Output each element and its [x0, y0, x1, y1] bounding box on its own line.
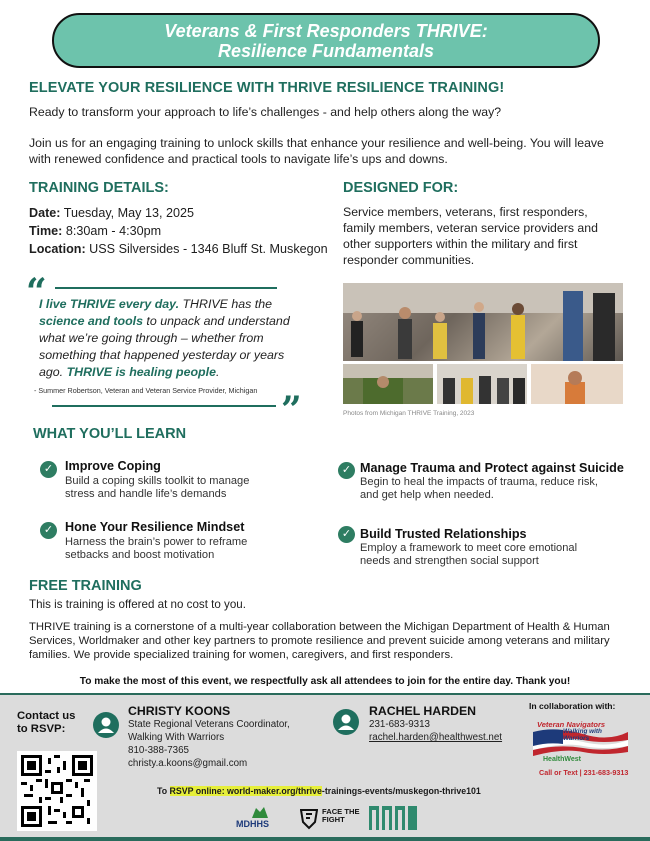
contact-1-role: State Regional Veterans Coordinator, [128, 719, 290, 730]
check-icon: ✓ [338, 462, 355, 479]
collab-label: In collaboration with: [529, 701, 616, 711]
learn-item-desc: Begin to heal the impacts of trauma, reduce risk, and get help when needed. [360, 476, 599, 501]
location-row [29, 240, 339, 258]
time-row [29, 222, 339, 240]
training-photo-main [343, 283, 623, 361]
learn-item-title: Hone Your Resilience Mindset [65, 520, 245, 534]
close-quote-icon: ” [281, 389, 302, 431]
face-the-fight-text: FACE THE FIGHT [322, 807, 360, 824]
healthwest-logo: HealthWest [543, 756, 581, 763]
footer-bottom-bar [0, 837, 650, 841]
contact-1-email[interactable]: christy.a.koons@gmail.com [128, 758, 248, 769]
designed-heading: DESIGNED FOR: [343, 180, 459, 196]
intro-paragraph-1: Ready to transform your approach to life’s challenges - and help others along the way? [29, 105, 502, 119]
date-row [29, 204, 339, 222]
learn-item-desc: Harness the brain’s power to reframe setbacks and boost motivation [65, 536, 248, 561]
contact-1-name: CHRISTY KOONS [128, 704, 231, 718]
time-value: 8:30am - 4:30pm [65, 224, 162, 238]
training-photo-3-art [531, 364, 623, 404]
quote-top-rule [55, 287, 277, 289]
rsvp-qr-code[interactable] [17, 751, 97, 831]
contact-2-name: RACHEL HARDEN [369, 704, 477, 718]
quote-highlight-3: THRIVE is healing people [66, 365, 216, 379]
mdhhs-text: MDHHS [236, 819, 269, 829]
date-value: Tuesday, May 13, 2025 [63, 206, 194, 220]
vn-line-1: Veteran Navigators [537, 720, 606, 729]
training-photo-2-art [437, 364, 527, 404]
intro-paragraph-2: Join us for an engaging training to unlock skills that enhance your resilience and well-being. You will leave with renewed confidence and practical tools to navigate life’s ups and downs. [29, 136, 604, 166]
mdhhs-logo [236, 806, 292, 832]
learn-item-desc: Build a coping skills toolkit to manage stress and handle life’s demands [65, 475, 250, 500]
learn-heading: WHAT YOU’LL LEARN [33, 426, 187, 442]
person-icon [333, 709, 359, 735]
quote-bottom-rule [52, 405, 276, 407]
location-label: Location: [29, 242, 86, 256]
learn-item-title: Improve Coping [65, 459, 161, 473]
rsvp-link-rest[interactable]: -trainings-events/muskegon-thrive101 [321, 786, 481, 796]
rsvp-link-highlight[interactable]: RSVP online: world-maker.org/thrive [169, 786, 322, 796]
free-heading: FREE TRAINING [29, 578, 142, 594]
person-icon-glyph [93, 712, 119, 738]
contact-label: Contact us to RSVP: [17, 710, 76, 735]
details-list [29, 204, 339, 258]
training-photo-2 [437, 364, 527, 404]
details-heading: TRAINING DETAILS: [29, 180, 169, 196]
person-icon-glyph [333, 709, 359, 735]
check-icon: ✓ [338, 526, 355, 543]
learn-item-title: Manage Trauma and Protect against Suicide [360, 461, 624, 475]
worldmaker-logo [369, 806, 417, 830]
person-icon [93, 712, 119, 738]
quote-text-3: . [215, 365, 220, 379]
contact-1-org: Walking With Warriors [128, 732, 225, 743]
partner-call-line: Call or Text | 231-683-9313 [539, 768, 629, 777]
rsvp-prefix: To [157, 786, 170, 796]
quote-text-2: to unpack and understand what we’re going through – whether from something that happened yesterday or years ago. [39, 314, 290, 379]
location-value: USS Silversides - 1346 Bluff St. Muskegon [89, 242, 328, 256]
contact-1-details [128, 718, 328, 770]
quote-highlight-2: science and tools [39, 314, 143, 328]
shield-icon [300, 808, 318, 830]
quote-highlight-1: I live THRIVE every day. [39, 297, 180, 311]
intro-heading: ELEVATE YOUR RESILIENCE WITH THRIVE RESILIENCE TRAINING! [29, 80, 505, 96]
quote-attribution: - Summer Robertson, Veteran and Veteran Service Provider, Michigan [34, 386, 258, 395]
attendance-note: To make the most of this event, we respectfully ask all attendees to join for the entire day. Thank you! [79, 676, 571, 687]
designed-text: Service members, veterans, first responders, family members, veteran service providers and other supporters within the military and first responder communities. [343, 205, 598, 267]
contact-2-phone[interactable]: 231-683-9313 [369, 719, 431, 730]
learn-item-title: Build Trusted Relationships [360, 527, 527, 541]
check-icon: ✓ [40, 522, 57, 539]
rsvp-online-line [157, 786, 481, 796]
vn-line-2: Walking with Warriors [563, 728, 602, 742]
michigan-icon [250, 806, 270, 820]
contact-2-email[interactable]: rachel.harden@healthwest.net [369, 732, 503, 743]
worldmaker-mark [369, 806, 417, 830]
title-banner [52, 13, 600, 68]
open-quote-icon: “ [26, 271, 47, 313]
date-label: Date: [29, 206, 61, 220]
face-the-fight-logo [300, 806, 360, 832]
photo-caption: Photos from Michigan THRIVE Training, 2023 [343, 410, 475, 417]
training-photo-3 [531, 364, 623, 404]
training-photo-1 [343, 364, 433, 404]
quote-text-1: THRIVE has the [179, 297, 273, 311]
testimonial-quote [39, 296, 309, 381]
title-line-2: Resilience Fundamentals [217, 41, 435, 61]
contact-2-details [369, 718, 529, 744]
collaboration-paragraph: THRIVE training is a cornerstone of a multi-year collaboration between the Michigan Department of Health & Human Services, Worldmaker and other key partners to promote resilience and prevent suicide among veterans and military families. We provide specialized training for women, caregivers, and first responders. [29, 621, 610, 661]
contact-1-phone[interactable]: 810-388-7365 [128, 745, 190, 756]
training-photo-1-art [343, 364, 433, 404]
time-label: Time: [29, 224, 63, 238]
title-line-1: Veterans & First Responders THRIVE: [164, 21, 488, 41]
qr-code-icon [21, 755, 93, 827]
learn-item-desc: Employ a framework to meet core emotional needs and strengthen social support [360, 542, 578, 567]
free-text: This is training is offered at no cost to you. [29, 598, 246, 611]
training-photo-main-art [343, 283, 623, 361]
check-icon: ✓ [40, 461, 57, 478]
